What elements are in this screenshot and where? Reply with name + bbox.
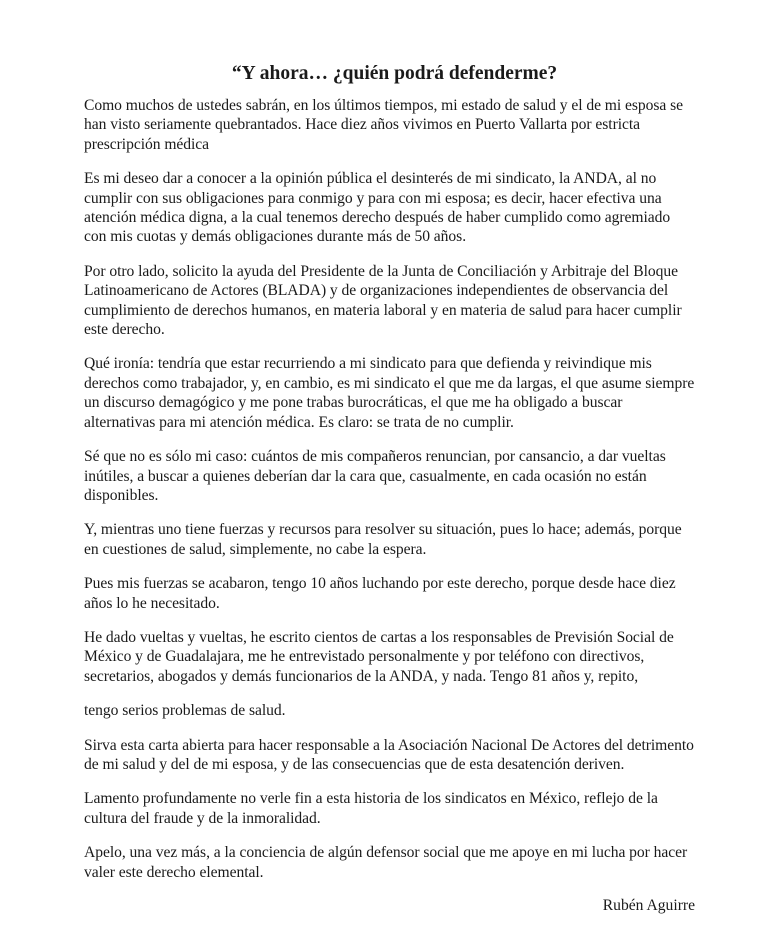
signature: Rubén Aguirre <box>602 897 695 914</box>
paragraph-appeal: Apelo, una vez más, a la conciencia de algún defensor social que me apoye en mi lucha por hacer valer este derecho elemental. <box>84 844 688 881</box>
paragraph-anda: Es mi deseo dar a conocer a la opinión pública el desinterés de mi sindicato, la ANDA, al no cumplir con sus obligaciones para conmigo y para con mi esposa; es decir, hacer efectiva una atención médica digna, a la cual tenemos derecho después de haber cumplido como agremiado con mis cuotas y demás obligaciones durante más de 50 años. <box>84 170 671 246</box>
paragraph-blada: Por otro lado, solicito la ayuda del Presidente de la Junta de Conciliación y Arbitraje del Bloque Latinoamericano de Actores (BLADA) y de organizaciones independientes de observancia del cumplimiento de derechos humanos, en materia laboral y en materia de salud para hacer cumplir este derecho. <box>84 262 682 339</box>
paragraph-colleagues: Sé que no es sólo mi caso: cuántos de mis compañeros renuncian, por cansancio, a dar vueltas inútiles, a buscar a quienes deberían dar la cara que, casualmente, en cada ocasión no están disponibles. <box>84 448 666 504</box>
paragraph-health: Como muchos de ustedes sabrán, en los últimos tiempos, mi estado de salud y el de mi esposa se han visto seriamente quebrantados. Hace diez años vivimos en Puerto Vallarta por estricta prescripción médica <box>84 97 684 153</box>
paragraph-irony: Qué ironía: tendría que estar recurriendo a mi sindicato para que defienda y reivindique mis derechos como trabajador, y, en cambio, es mi sindicato el que me da largas, el que asume siempre un discurso demagógico y me pone trabas burocráticas, el que me ha obligado a buscar alternativas para mi atención médica. Es claro: se trata de no cumplir. <box>84 355 695 431</box>
letter-title: “Y ahora… ¿quién podrá defenderme? <box>231 63 558 84</box>
paragraph-open-letter: Sirva esta carta abierta para hacer responsable a la Asociación Nacional De Actores del detrimento de mi salud y del de mi esposa, y de las consecuencias que de esta desatención deriven. <box>84 736 694 773</box>
paragraph-ten-years: Pues mis fuerzas se acabaron, tengo 10 años luchando por este derecho, porque desde hace diez años lo he necesitado. <box>84 575 676 612</box>
paragraph-strength: Y, mientras uno tiene fuerzas y recursos para resolver su situación, pues lo hace; además, porque en cuestiones de salud, simplemente, no cabe la espera. <box>84 521 682 558</box>
paragraph-regret: Lamento profundamente no verle fin a esta historia de los sindicatos en México, reflejo de la cultura del fraude y de la inmoralidad. <box>84 790 658 827</box>
paragraph-health-problems: tengo serios problemas de salud. <box>84 702 286 720</box>
paragraph-letters: He dado vueltas y vueltas, he escrito cientos de cartas a los responsables de Previsión Social de México y de Guadalajara, me he entrevistado personalmente y por teléfono con directivos, secretarios, abogados y demás funcionarios de la ANDA, y nada. Tengo 81 años y, repito, <box>84 628 674 685</box>
